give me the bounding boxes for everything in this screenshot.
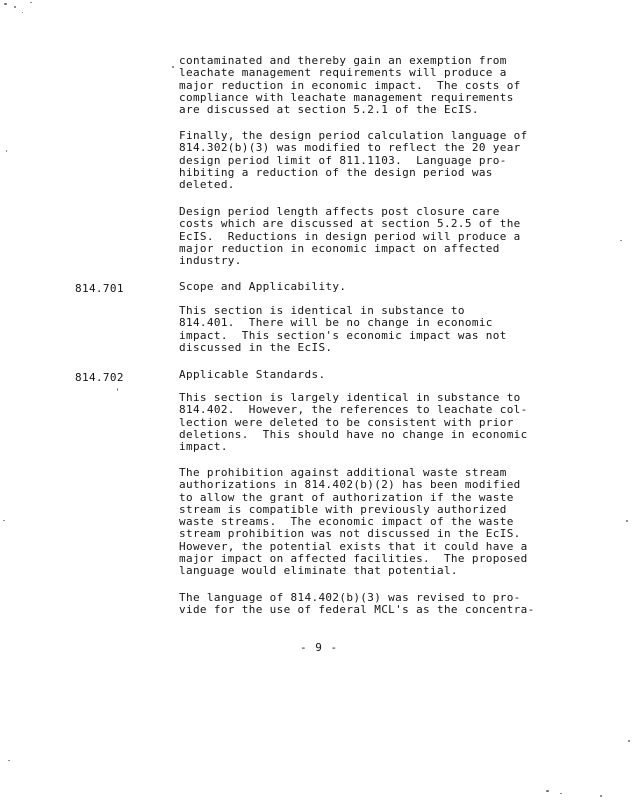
section-number: 814.701 [75, 282, 124, 295]
section-number: 814.702 [75, 371, 124, 384]
section-body: This section is identical in substance to 814.401. There will be no change in economic impact. This section's economic impact was not discussed in the EcIS. [179, 304, 507, 354]
paragraph-leachate-exemption: contaminated and thereby gain an exemption from leachate management requirements will produce a major reduction in economic impact. The costs of compliance with leachate management requirements are discussed at section 5.2.1 of the EcIS. [179, 54, 521, 117]
section-title: Applicable Standards. [179, 368, 326, 381]
section-body-references: This section is largely identical in substance to 814.402. However, the references to leachate col- lection were deleted to be consistent with prior deletions. This should have no change in economic impact. [179, 391, 528, 454]
page-number: - 9 - [300, 641, 339, 654]
paragraph-design-period-length: Design period length affects post closure care costs which are discussed at section 5.2.5 of the EcIS. Reductions in design period will produce a major reduction in economic impact on affected industry. [179, 205, 521, 268]
section-body-mcl: The language of 814.402(b)(3) was revised to pro- vide for the use of federal MCL's as the concentra- [179, 591, 535, 617]
paragraph-design-period-calculation: Finally, the design period calculation language of 814.302(b)(3) was modified to reflect the 20 year design period limit of 811.1103. Language pro- hibiting a reduction of the design period was deleted. [179, 129, 528, 192]
section-body-waste-stream: The prohibition against additional waste stream authorizations in 814.402(b)(2) has been modified to allow the grant of authorization if the waste stream is compatible with previously authorized waste streams. The economic impact of the waste stream prohibition was not discussed in the EcIS. However, the potential exists that it could have a major impact on affected facilities. The proposed language would eliminate that potential. [179, 466, 528, 578]
section-title: Scope and Applicability. [179, 280, 347, 293]
